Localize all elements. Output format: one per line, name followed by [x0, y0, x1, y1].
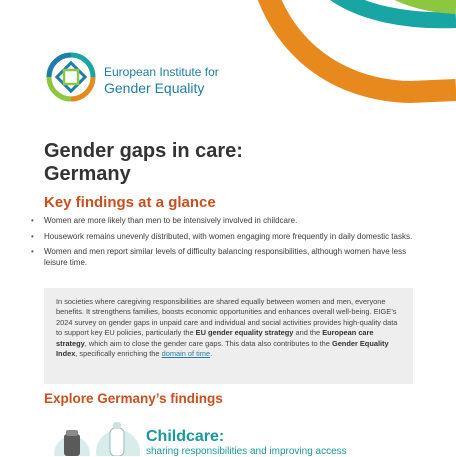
- european-care-strategy: European care strategy: [56, 328, 374, 348]
- key-findings-heading: Key findings at a glance: [44, 194, 216, 211]
- finding-item: • Women are more likely than men to be intensively involved in childcare.: [30, 216, 430, 227]
- green-arc: [378, 0, 456, 6]
- gender-equality-index: Gender Equality Index: [56, 338, 389, 359]
- eige-logo-icon: [44, 50, 98, 104]
- title-line2: Germany: [44, 163, 131, 185]
- domain-of-time-link[interactable]: domain of time: [161, 349, 211, 359]
- logo-text: [104, 66, 219, 96]
- page-title: [44, 140, 243, 186]
- finding-item: • Women and men report similar levels of difficulty balancing responsibilities, although women have less leisure time.: [30, 247, 430, 268]
- logo-line2: Gender Equality: [104, 79, 205, 96]
- info-text-3: , which aim to close the gender care gaps. This data also contributes to the: [84, 338, 332, 348]
- eu-gender-equality-strategy: EU gender equality strategy: [195, 328, 294, 338]
- childcare-subheading: sharing responsibilities and improving access: [146, 446, 347, 457]
- finding-item: • Housework remains unevenly distributed, with women engaging more frequently in daily domestic tasks.: [30, 232, 430, 243]
- info-text-5: .: [210, 349, 213, 359]
- explore-heading: Explore Germany’s findings: [44, 391, 223, 406]
- childcare-heading: Childcare:: [146, 428, 225, 445]
- info-text-1: In societies where caregiving responsibilities are shared equally between women and men, everyone benefits. It strengthens families, boosts economic opportunities and enhances overall well-being. EIGE’s 2024 survey on gender gaps in unpaid care and individual and social activities provides high-quality data to support key EU policies, particularly the: [56, 297, 398, 338]
- key-findings-list: [30, 216, 430, 273]
- baby-bottle-icon: [44, 420, 144, 456]
- info-text-2: and the: [293, 328, 323, 338]
- title-line1: Gender gaps in care:: [44, 140, 243, 162]
- logo-line1: European Institute for: [104, 65, 219, 79]
- info-box: [44, 288, 413, 384]
- info-text-4: , specifically enriching the: [75, 349, 162, 359]
